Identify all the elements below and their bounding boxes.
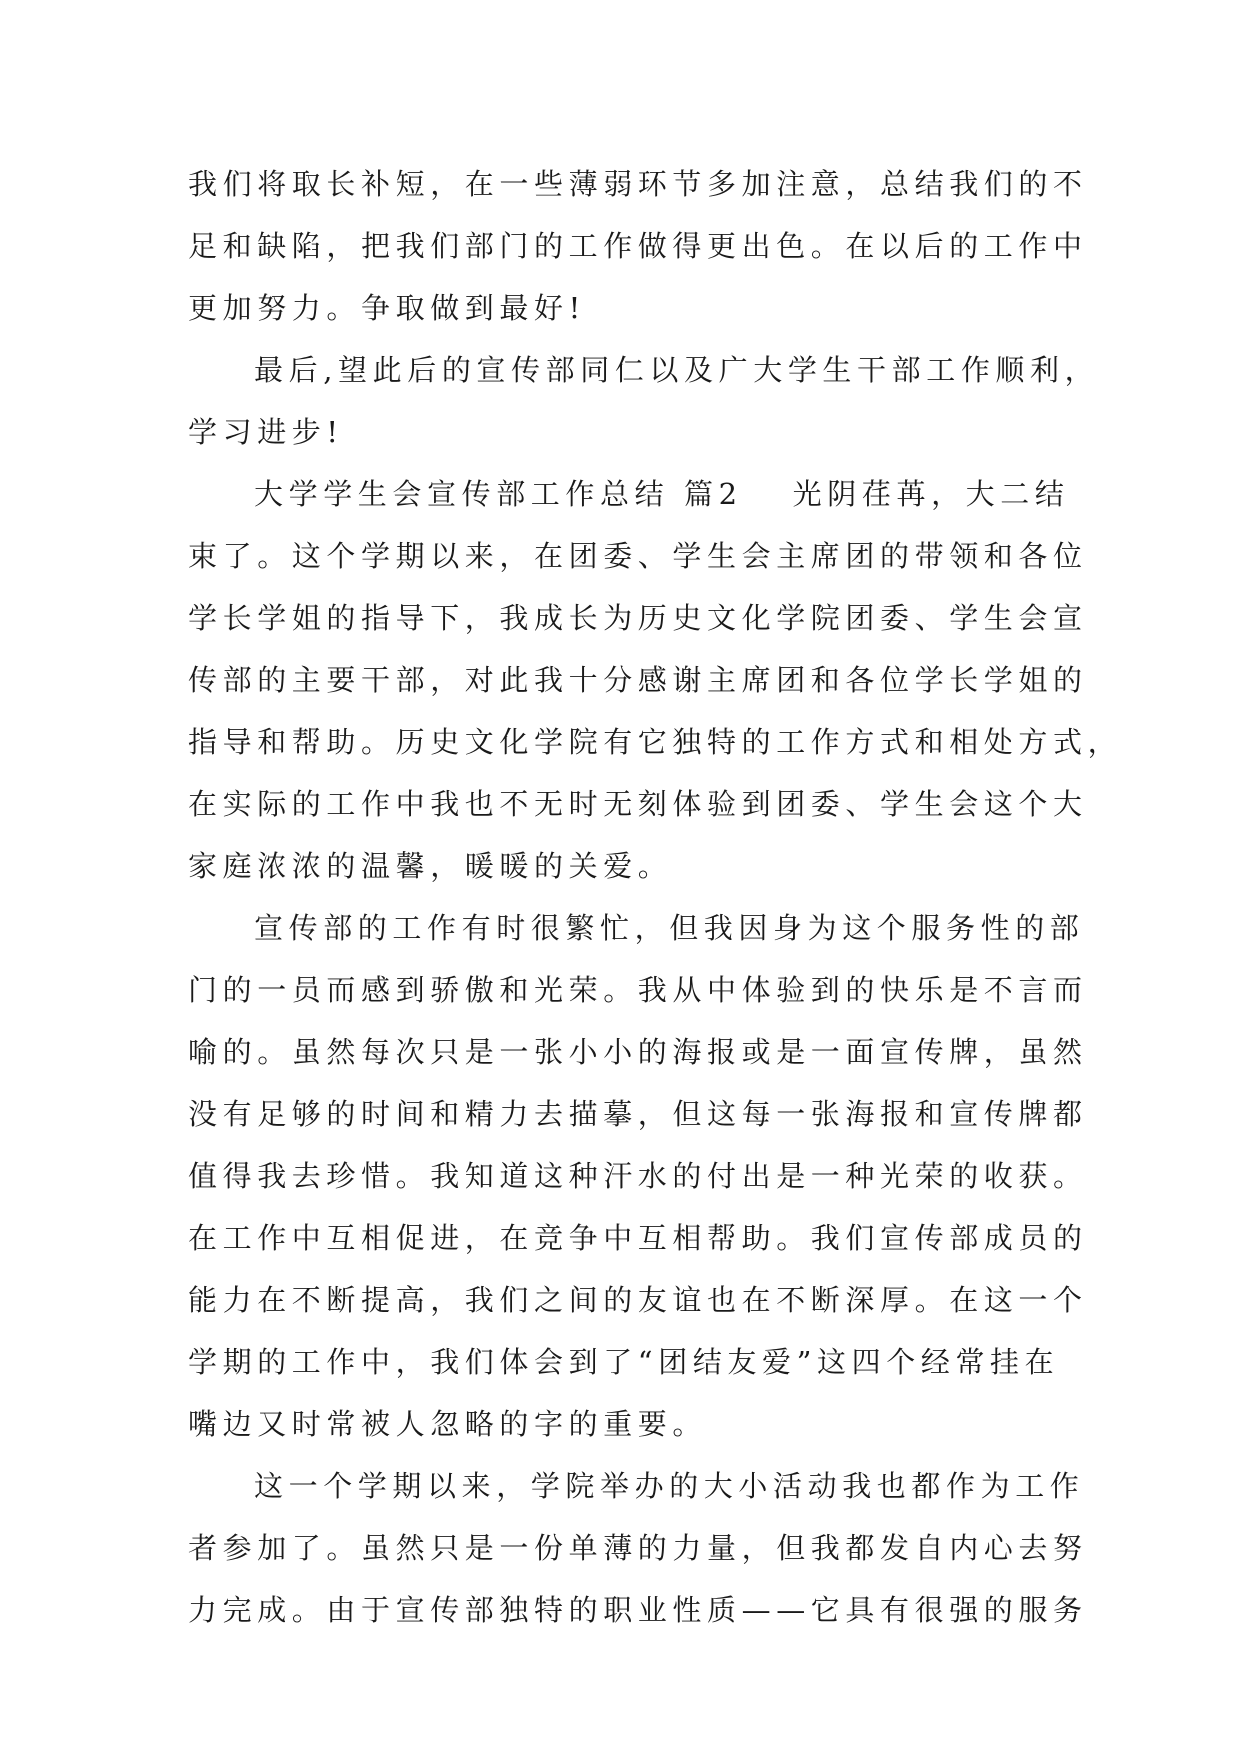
section-heading: 大学学生会宣传部工作总结 篇2: [254, 477, 743, 511]
text-line-11: 在实际的工作中我也不无时无刻体验到团委、学生会这个大: [188, 787, 1088, 821]
text-line-24: 力完成。由于宣传部独特的职业性质——它具有很强的服务: [188, 1593, 1088, 1627]
text-line-17: 值得我去珍惜。我知道这种汗水的付出是一种光荣的收获。: [188, 1159, 1088, 1193]
section-heading-line: [188, 463, 1070, 525]
text-line-12: 家庭浓浓的温馨，暖暖的关爱。: [188, 849, 673, 883]
section-opening-text: 光阴荏苒，大二结: [792, 477, 1070, 511]
text-line-5: 学习进步!: [188, 415, 344, 449]
text-line-21: 嘴边又时常被人忽略的字的重要。: [188, 1407, 708, 1441]
text-line-1: 我们将取长补短，在一些薄弱环节多加注意，总结我们的不: [188, 167, 1088, 201]
text-line-14: 门的一员而感到骄傲和光荣。我从中体验到的快乐是不言而: [188, 973, 1088, 1007]
text-line-9: 传部的主要干部，对此我十分感谢主席团和各位学长学姐的: [188, 663, 1088, 697]
text-line-16: 没有足够的时间和精力去描摹，但这每一张海报和宣传牌都: [188, 1097, 1088, 1131]
text-line-22: 这一个学期以来，学院举办的大小活动我也都作为工作: [254, 1469, 1085, 1503]
text-line-8: 学长学姐的指导下，我成长为历史文化学院团委、学生会宣: [188, 601, 1088, 635]
text-line-15: 喻的。虽然每次只是一张小小的海报或是一面宣传牌，虽然: [188, 1035, 1088, 1069]
text-line-23: 者参加了。虽然只是一份单薄的力量，但我都发自内心去努: [188, 1531, 1088, 1565]
text-line-18: 在工作中互相促进，在竞争中互相帮助。我们宣传部成员的: [188, 1221, 1088, 1255]
text-line-3: 更加努力。争取做到最好!: [188, 291, 586, 325]
text-line-13: 宣传部的工作有时很繁忙，但我因身为这个服务性的部: [254, 911, 1085, 945]
text-line-10: 指导和帮助。历史文化学院有它独特的工作方式和相处方式，: [188, 725, 1123, 759]
text-line-19: 能力在不断提高，我们之间的友谊也在不断深厚。在这一个: [188, 1283, 1088, 1317]
text-line-20: 学期的工作中，我们体会到了“团结友爱”这四个经常挂在: [188, 1345, 1060, 1379]
text-line-7: 束了。这个学期以来，在团委、学生会主席团的带领和各位: [188, 539, 1088, 573]
text-line-4: 最后,望此后的宣传部同仁以及广大学生干部工作顺利，: [254, 353, 1100, 387]
document-body: [188, 153, 1123, 1641]
text-line-2: 足和缺陷，把我们部门的工作做得更出色。在以后的工作中: [188, 229, 1088, 263]
